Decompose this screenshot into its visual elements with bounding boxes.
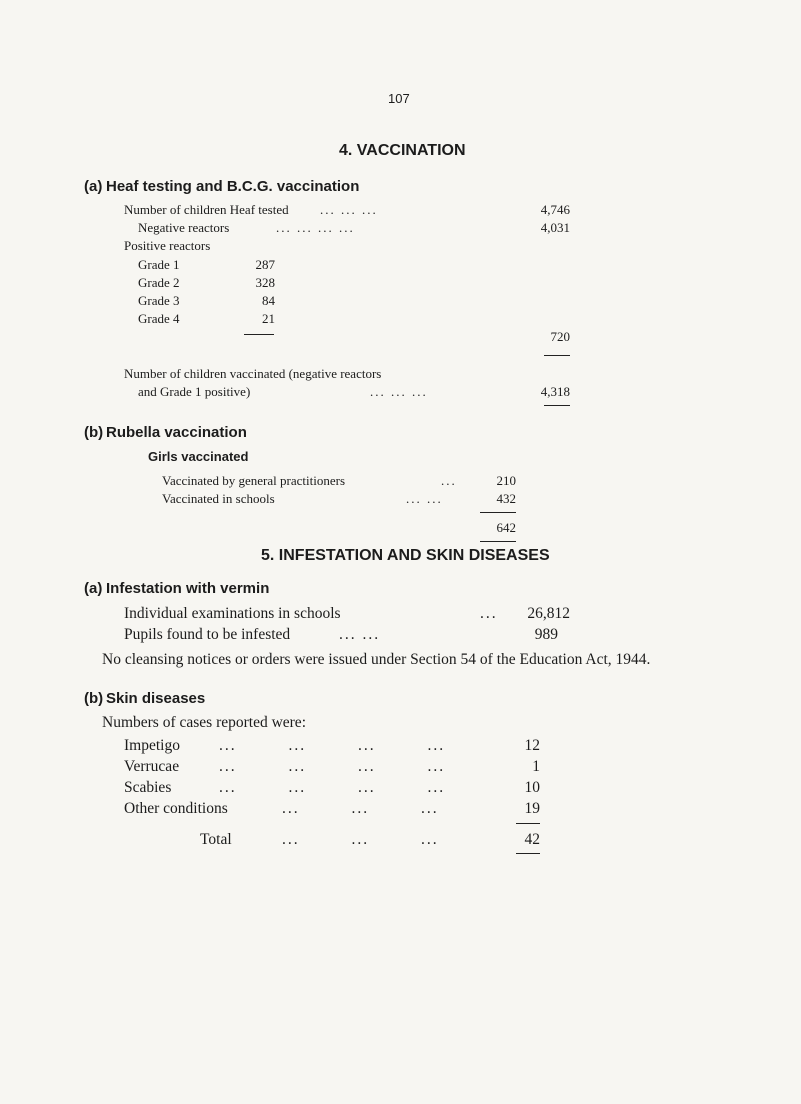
grade-label: Grade 4 <box>138 311 180 326</box>
girls-vaccinated-heading: Girls vaccinated <box>148 449 249 464</box>
infested-label: Pupils found to be infested <box>124 626 291 643</box>
skin-row-label: Impetigo <box>124 737 180 754</box>
skin-row-value: 10 <box>524 779 540 796</box>
rubella-schools-label: Vaccinated in schools <box>162 491 275 506</box>
skin-row-label: Other conditions <box>124 800 228 817</box>
subsection-b-letter: (b) <box>84 690 104 707</box>
examinations-value: 26,812 <box>527 605 570 622</box>
skin-total-label: Total <box>200 831 232 848</box>
skin-row-label: Verrucae <box>124 758 180 775</box>
infested-dots: ... ... <box>339 626 381 643</box>
skin-row-dots: ... ... ... ... <box>219 758 446 775</box>
vaccinated-value: 4,318 <box>540 384 570 399</box>
negative-reactors-value: 4,031 <box>540 220 570 235</box>
rubella-schools-value: 432 <box>496 491 516 506</box>
grade-label: Grade 2 <box>138 275 180 290</box>
page-number: 107 <box>388 91 410 106</box>
infested-value: 989 <box>534 626 558 643</box>
rubella-gp-label: Vaccinated by general practitioners <box>162 473 345 488</box>
skin-row-dots: ... ... ... <box>282 800 439 817</box>
examinations-dots: ... <box>480 605 498 622</box>
skin-total-value: 42 <box>524 831 540 848</box>
rubella-rule-bottom <box>480 541 516 542</box>
rubella-rule-top <box>480 512 516 513</box>
grade-label: Grade 3 <box>138 293 180 308</box>
cases-intro: Numbers of cases reported were: <box>102 714 306 731</box>
rubella-gp-value: 210 <box>496 473 516 488</box>
skin-row-dots: ... ... ... ... <box>219 737 446 754</box>
positive-reactors-label: Positive reactors <box>124 238 211 253</box>
section-title-vaccination: 4. VACCINATION <box>339 142 466 159</box>
grades-total-rule <box>244 334 274 335</box>
skin-row-label: Scabies <box>124 779 172 796</box>
skin-row-value: 12 <box>524 737 540 754</box>
rubella-total-value: 642 <box>496 520 516 535</box>
vaccinated-label-line2: and Grade 1 positive) <box>138 384 251 399</box>
subsection-infestation-heading: Infestation with vermin <box>106 580 270 597</box>
grade-value: 21 <box>262 311 275 326</box>
rubella-gp-dots: ... <box>441 473 457 488</box>
skin-total-dots: ... ... ... <box>282 831 439 848</box>
skin-row-value: 1 <box>532 758 540 775</box>
subsection-a-letter: (a) <box>84 580 103 597</box>
subsection-heaf-heading: Heaf testing and B.C.G. vaccination <box>106 178 360 195</box>
rubella-schools-dots: ... ... <box>406 491 443 506</box>
skin-row-dots: ... ... ... ... <box>219 779 446 796</box>
heaf-tested-label: Number of children Heaf tested <box>124 202 289 217</box>
subsection-b-letter: (b) <box>84 424 104 441</box>
subsection-a-letter: (a) <box>84 178 103 195</box>
total-rule-top <box>544 355 570 356</box>
section-title-infestation: 5. INFESTATION AND SKIN DISEASES <box>261 547 550 564</box>
heaf-tested-value: 4,746 <box>540 202 570 217</box>
negative-reactors-dots: ... ... ... ... <box>276 220 355 235</box>
grade-value: 287 <box>255 257 275 272</box>
grade-value: 328 <box>255 275 275 290</box>
examinations-label: Individual examinations in schools <box>124 605 341 622</box>
subsection-rubella-heading: Rubella vaccination <box>106 424 247 441</box>
positive-total-value: 720 <box>550 329 570 344</box>
subsection-skin-heading: Skin diseases <box>106 690 206 707</box>
total-rule-bottom <box>544 405 570 406</box>
skin-rule-bottom <box>516 853 540 854</box>
grade-label: Grade 1 <box>138 257 180 272</box>
vaccinated-label-line1: Number of children vaccinated (negative reactors <box>124 366 382 381</box>
grade-value: 84 <box>262 293 275 308</box>
negative-reactors-label: Negative reactors <box>138 220 230 235</box>
skin-row-value: 19 <box>524 800 540 817</box>
skin-rule-top <box>516 823 540 824</box>
heaf-tested-dots: ... ... ... <box>320 202 378 217</box>
cleansing-note: No cleansing notices or orders were issued under Section 54 of the Education Act, 1944. <box>102 651 651 668</box>
vaccinated-dots: ... ... ... <box>370 384 428 399</box>
